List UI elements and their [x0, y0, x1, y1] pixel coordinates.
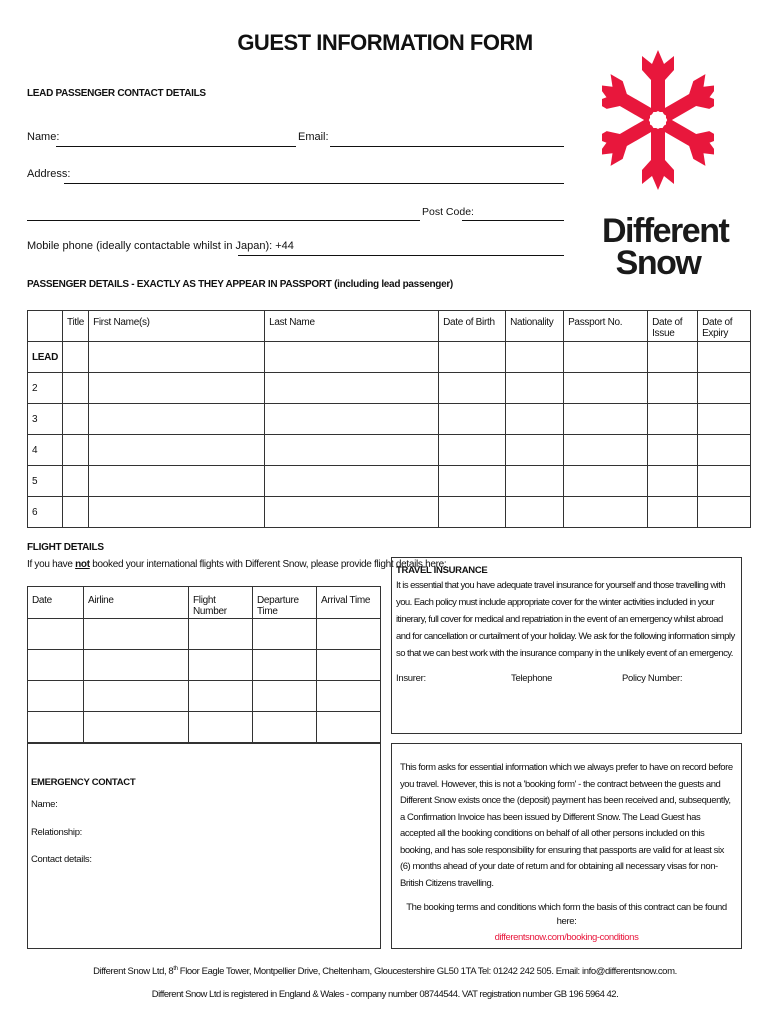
- arrival-cell[interactable]: [317, 712, 381, 743]
- title-cell[interactable]: [63, 404, 89, 435]
- col-header-expiry-date: Date of Expiry: [698, 311, 751, 342]
- first-name-cell[interactable]: [89, 404, 265, 435]
- postcode-field[interactable]: [462, 220, 564, 221]
- passport-cell[interactable]: [564, 466, 648, 497]
- dob-cell[interactable]: [439, 466, 506, 497]
- page-title: GUEST INFORMATION FORM: [237, 30, 533, 55]
- logo-wordmark-line2: Snow: [615, 244, 701, 282]
- address-label: Address:: [27, 168, 71, 180]
- title-cell[interactable]: [63, 435, 89, 466]
- flight-number-cell[interactable]: [189, 712, 253, 743]
- emergency-contact-box: [27, 743, 381, 949]
- booking-conditions-link[interactable]: differentsnow.com/booking-conditions: [494, 932, 639, 943]
- date-cell[interactable]: [28, 681, 84, 712]
- flight-intro-a: If you have: [27, 559, 76, 570]
- passenger-section-heading: PASSENGER DETAILS - EXACTLY AS THEY APPEAR IN PASSPORT (including lead passenger): [27, 279, 453, 290]
- title-cell[interactable]: [63, 373, 89, 404]
- issue-date-cell[interactable]: [648, 373, 698, 404]
- table-row: [28, 497, 751, 528]
- col-header-last-name: Last Name: [265, 311, 439, 342]
- row-label: 5: [28, 466, 63, 497]
- table-row: [28, 650, 381, 681]
- passenger-table-header: [28, 311, 751, 342]
- table-row: [28, 373, 751, 404]
- col-header-dob: Date of Birth: [439, 311, 506, 342]
- nationality-cell[interactable]: [506, 342, 564, 373]
- first-name-cell[interactable]: [89, 497, 265, 528]
- departure-cell[interactable]: [253, 619, 317, 650]
- airline-cell[interactable]: [84, 712, 189, 743]
- flight-intro: [27, 559, 446, 570]
- insurance-fields: [396, 673, 737, 687]
- date-cell[interactable]: [28, 712, 84, 743]
- footer-line1-b: Floor Eagle Tower, Montpellier Drive, Cheltenham, Gloucestershire GL50 1TA Tel: 01242 242 505. Email: info@differentsnow.com.: [177, 966, 677, 978]
- nationality-cell[interactable]: [506, 497, 564, 528]
- flight-intro-not: not: [75, 559, 90, 570]
- flight-number-cell[interactable]: [189, 681, 253, 712]
- name-field[interactable]: [56, 146, 296, 147]
- col-header-passport: Passport No.: [564, 311, 648, 342]
- col-header-title: Title: [63, 311, 89, 342]
- expiry-date-cell[interactable]: [698, 404, 751, 435]
- table-row: [28, 435, 751, 466]
- mobile-field[interactable]: [238, 255, 564, 256]
- mobile-label: Mobile phone (ideally contactable whilst in Japan): +44: [27, 240, 294, 252]
- table-row: [28, 404, 751, 435]
- issue-date-cell[interactable]: [648, 497, 698, 528]
- airline-cell[interactable]: [84, 650, 189, 681]
- name-label: Name:: [27, 131, 60, 143]
- nationality-cell[interactable]: [506, 404, 564, 435]
- nationality-cell[interactable]: [506, 373, 564, 404]
- travel-insurance-box: [391, 557, 742, 734]
- issue-date-cell[interactable]: [648, 342, 698, 373]
- issue-date-cell[interactable]: [648, 466, 698, 497]
- insurance-body: It is essential that you have adequate travel insurance for yourself and those travelling with you. Each policy must include appropriate cover for the winter activities included in your itinerary, full cover for medical and repatriation in the event of an emergency whilst abroad and for cancellation or curtailment of your holiday. We ask for the following information simply so that we can best work with the insurance company in the unlikely event of an emergency.: [396, 580, 735, 659]
- insurance-heading: TRAVEL INSURANCE: [396, 565, 488, 576]
- col-header-date: Date: [28, 587, 84, 619]
- col-header-departure: Departure Time: [253, 587, 317, 619]
- table-row: [28, 342, 751, 373]
- dob-cell[interactable]: [439, 373, 506, 404]
- arrival-cell[interactable]: [317, 619, 381, 650]
- departure-cell[interactable]: [253, 712, 317, 743]
- dob-cell[interactable]: [439, 497, 506, 528]
- table-row: [28, 619, 381, 650]
- row-label: 3: [28, 404, 63, 435]
- terms-link-intro: The booking terms and conditions which form the basis of this contract can be found here:: [406, 902, 727, 927]
- first-name-cell[interactable]: [89, 342, 265, 373]
- last-name-cell[interactable]: [265, 497, 439, 528]
- email-field[interactable]: [330, 146, 564, 147]
- arrival-cell[interactable]: [317, 681, 381, 712]
- airline-cell[interactable]: [84, 681, 189, 712]
- airline-cell[interactable]: [84, 619, 189, 650]
- row-label: 2: [28, 373, 63, 404]
- col-header-row-label: [28, 311, 63, 342]
- address-field-line1[interactable]: [64, 183, 564, 184]
- passport-cell[interactable]: [564, 373, 648, 404]
- title-cell[interactable]: [63, 342, 89, 373]
- title-cell[interactable]: [63, 466, 89, 497]
- date-cell[interactable]: [28, 650, 84, 681]
- brand-logo: [602, 46, 729, 282]
- nationality-cell[interactable]: [506, 466, 564, 497]
- dob-cell[interactable]: [439, 404, 506, 435]
- expiry-date-cell[interactable]: [698, 497, 751, 528]
- last-name-cell[interactable]: [265, 373, 439, 404]
- table-row: [28, 712, 381, 743]
- email-label: Email:: [298, 131, 329, 143]
- col-header-issue-date: Date of Issue: [648, 311, 698, 342]
- expiry-date-cell[interactable]: [698, 373, 751, 404]
- passport-cell[interactable]: [564, 404, 648, 435]
- table-row: [28, 681, 381, 712]
- last-name-cell[interactable]: [265, 404, 439, 435]
- title-cell[interactable]: [63, 497, 89, 528]
- footer-registration: Different Snow Ltd is registered in England & Wales - company number 08744544. VAT registration number GB 196 5964 42.: [151, 989, 619, 1000]
- lead-section-heading: LEAD PASSENGER CONTACT DETAILS: [27, 88, 206, 99]
- expiry-date-cell[interactable]: [698, 435, 751, 466]
- row-label: 6: [28, 497, 63, 528]
- telephone-field[interactable]: Telephone: [511, 673, 553, 684]
- emergency-heading: EMERGENCY CONTACT: [31, 777, 136, 788]
- postcode-label: Post Code:: [422, 206, 474, 218]
- last-name-cell[interactable]: [265, 466, 439, 497]
- col-header-flight-number: Flight Number: [189, 587, 253, 619]
- passenger-table: [27, 310, 751, 528]
- passport-cell[interactable]: [564, 435, 648, 466]
- first-name-cell[interactable]: [89, 435, 265, 466]
- dob-cell[interactable]: [439, 435, 506, 466]
- col-header-nationality: Nationality: [506, 311, 564, 342]
- expiry-date-cell[interactable]: [698, 342, 751, 373]
- footer-line1-sup: th: [173, 966, 178, 972]
- col-header-first-name: First Name(s): [89, 311, 265, 342]
- dob-cell[interactable]: [439, 342, 506, 373]
- passport-cell[interactable]: [564, 342, 648, 373]
- flight-table: [27, 586, 381, 743]
- date-cell[interactable]: [28, 619, 84, 650]
- policy-number-field[interactable]: Policy Number:: [622, 673, 683, 684]
- row-label: LEAD: [28, 342, 63, 373]
- departure-cell[interactable]: [253, 650, 317, 681]
- departure-cell[interactable]: [253, 681, 317, 712]
- emergency-relationship-field[interactable]: Relationship:: [31, 827, 83, 838]
- issue-date-cell[interactable]: [648, 404, 698, 435]
- emergency-name-field[interactable]: Name:: [31, 799, 58, 810]
- emergency-contact-field[interactable]: Contact details:: [31, 854, 92, 865]
- insurer-field[interactable]: Insurer:: [396, 673, 426, 684]
- flight-number-cell[interactable]: [189, 650, 253, 681]
- footer-address: [0, 966, 770, 977]
- terms-box: [391, 743, 742, 949]
- passport-cell[interactable]: [564, 497, 648, 528]
- col-header-arrival: Arrival Time: [317, 587, 381, 619]
- expiry-date-cell[interactable]: [698, 466, 751, 497]
- flight-number-cell[interactable]: [189, 619, 253, 650]
- first-name-cell[interactable]: [89, 466, 265, 497]
- col-header-airline: Airline: [84, 587, 189, 619]
- last-name-cell[interactable]: [265, 435, 439, 466]
- issue-date-cell[interactable]: [648, 435, 698, 466]
- address-field-line2[interactable]: [27, 220, 420, 221]
- arrival-cell[interactable]: [317, 650, 381, 681]
- nationality-cell[interactable]: [506, 435, 564, 466]
- terms-body: This form asks for essential information which we always prefer to have on record before you travel. However, this is not a 'booking form' - the contract between the guests and Different Snow exists once the (deposit) payment has been received and, subsequently, a Confirmation Invoice has been issued by Different Snow. The Lead Guest has accepted all the booking conditions on behalf of all other persons included on this booking, and has sole responsibility for ensuring that passports are valid for at least six (6) months ahead of your date of return and for obtaining all necessary visas for non-British Citizens travelling.: [400, 762, 733, 889]
- logo-wordmark-line1: Different: [602, 212, 729, 250]
- snowflake-icon: [602, 46, 714, 194]
- first-name-cell[interactable]: [89, 373, 265, 404]
- last-name-cell[interactable]: [265, 342, 439, 373]
- footer-line1-a: Different Snow Ltd, 8: [93, 966, 174, 978]
- table-row: [28, 466, 751, 497]
- row-label: 4: [28, 435, 63, 466]
- flight-section-heading: FLIGHT DETAILS: [27, 542, 104, 553]
- flight-table-header: [28, 587, 381, 619]
- flight-intro-b: booked your international flights with Different Snow, please provide flight details here:: [89, 559, 447, 570]
